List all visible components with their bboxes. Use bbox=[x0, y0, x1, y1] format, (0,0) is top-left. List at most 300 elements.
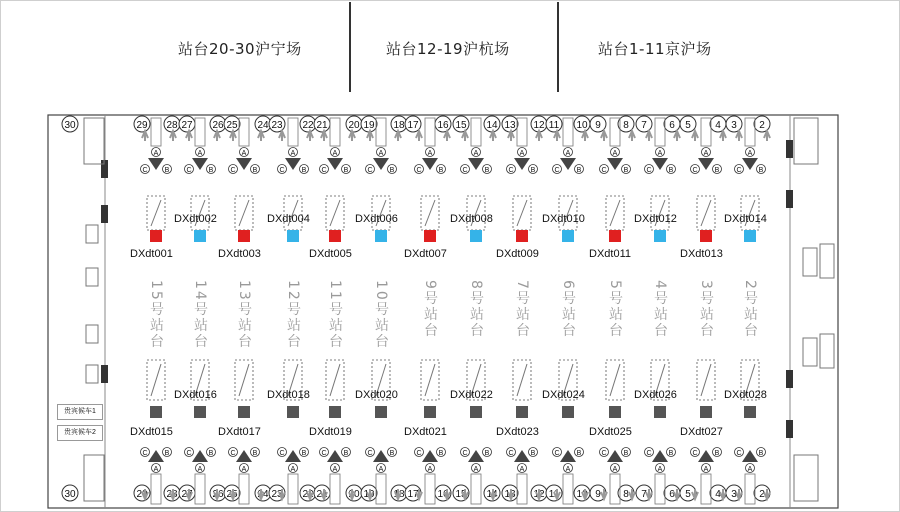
gate-number-label: 27 bbox=[181, 489, 193, 500]
stair-bottom bbox=[745, 474, 755, 504]
gate-number-label: 2 bbox=[759, 489, 765, 500]
stair-bottom bbox=[151, 474, 161, 504]
side-door bbox=[101, 205, 108, 223]
stair-top bbox=[655, 118, 665, 146]
screen-id-label: DXdt026 bbox=[634, 389, 677, 401]
stair-top bbox=[563, 118, 573, 146]
screen-id-label: DXdt011 bbox=[589, 248, 631, 260]
screen-marker-bottom bbox=[470, 406, 482, 418]
screen-id-label: DXdt022 bbox=[450, 389, 493, 401]
gate-number-label: 11 bbox=[548, 120, 560, 131]
stair-bottom bbox=[701, 474, 711, 504]
marker-b-label: B bbox=[343, 450, 349, 457]
gate-number-label: 16 bbox=[437, 489, 449, 500]
gate-number-label: 3 bbox=[731, 120, 737, 131]
up-arrow bbox=[170, 131, 176, 141]
escalator-rail bbox=[239, 200, 249, 226]
marker-c-label: C bbox=[646, 167, 652, 174]
stair-top bbox=[195, 118, 205, 146]
marker-c-label: C bbox=[508, 167, 514, 174]
gate-number-label: 15 bbox=[455, 120, 467, 131]
marker-a-label: A bbox=[657, 466, 663, 473]
marker-triangle bbox=[652, 158, 668, 170]
marker-c-label: C bbox=[554, 167, 560, 174]
marker-c-label: C bbox=[230, 450, 236, 457]
escalator-rail bbox=[517, 200, 527, 226]
stair-bottom bbox=[330, 474, 340, 504]
marker-c-label: C bbox=[142, 167, 148, 174]
marker-triangle bbox=[468, 158, 484, 170]
screen-id-label: DXdt028 bbox=[724, 389, 767, 401]
marker-b-label: B bbox=[438, 167, 444, 174]
screen-marker-top bbox=[329, 230, 341, 242]
marker-b-label: B bbox=[530, 450, 536, 457]
screen-id-label: DXdt007 bbox=[404, 248, 447, 260]
marker-a-label: A bbox=[747, 466, 753, 473]
marker-c-label: C bbox=[367, 450, 373, 457]
marker-a-label: A bbox=[153, 150, 159, 157]
marker-c-label: C bbox=[601, 450, 607, 457]
screen-id-label: DXdt019 bbox=[309, 426, 352, 438]
screen-id-label: DXdt012 bbox=[634, 213, 677, 225]
marker-a-label: A bbox=[565, 466, 571, 473]
marker-c-label: C bbox=[554, 450, 560, 457]
up-arrow bbox=[582, 131, 588, 141]
screen-marker-bottom bbox=[700, 406, 712, 418]
escalator-rail bbox=[151, 364, 161, 396]
screen-marker-top bbox=[516, 230, 528, 242]
up-arrow bbox=[508, 131, 514, 141]
marker-c-label: C bbox=[462, 450, 468, 457]
gate-number-label: 24 bbox=[257, 120, 269, 131]
gate-number-label: 19 bbox=[363, 489, 375, 500]
gate-number-label: 25 bbox=[226, 120, 238, 131]
platform-label: 5号站台 bbox=[607, 280, 623, 339]
up-arrow bbox=[214, 131, 220, 141]
marker-a-label: A bbox=[427, 150, 433, 157]
gate-number-label: 5 bbox=[685, 489, 691, 500]
gate-number-label: 30 bbox=[64, 120, 76, 131]
marker-triangle bbox=[742, 450, 758, 462]
stair-bottom bbox=[239, 474, 249, 504]
escalator-rail bbox=[610, 200, 620, 226]
screen-marker-top bbox=[744, 230, 756, 242]
screen-marker-bottom bbox=[516, 406, 528, 418]
stair-bottom bbox=[517, 474, 527, 504]
gate-number-label: 19 bbox=[363, 120, 375, 131]
marker-c-label: C bbox=[508, 450, 514, 457]
up-arrow bbox=[142, 131, 148, 141]
gate-number-label: 25 bbox=[226, 489, 238, 500]
up-arrow bbox=[646, 131, 652, 141]
marker-a-label: A bbox=[197, 466, 203, 473]
screen-id-label: DXdt013 bbox=[680, 248, 723, 260]
gate-number-label: 21 bbox=[316, 489, 328, 500]
marker-a-label: A bbox=[473, 150, 479, 157]
marker-a-label: A bbox=[241, 150, 247, 157]
zone-label-jinghu: 站台1-11京沪场 bbox=[598, 40, 712, 58]
gate-number-label: 6 bbox=[669, 120, 675, 131]
marker-c-label: C bbox=[462, 167, 468, 174]
stair-top bbox=[517, 118, 527, 146]
marker-a-label: A bbox=[332, 150, 338, 157]
screen-marker-bottom bbox=[194, 406, 206, 418]
marker-c-label: C bbox=[692, 167, 698, 174]
vip-room-1: 贵宾候车1 bbox=[57, 404, 103, 420]
marker-triangle bbox=[148, 450, 164, 462]
marker-b-label: B bbox=[530, 167, 536, 174]
marker-triangle bbox=[236, 158, 252, 170]
platform-label: 14号站台 bbox=[192, 280, 208, 350]
screen-marker-bottom bbox=[744, 406, 756, 418]
escalator-rail bbox=[610, 364, 620, 396]
screen-marker-bottom bbox=[150, 406, 162, 418]
marker-c-label: C bbox=[279, 450, 285, 457]
platform-label: 4号站台 bbox=[652, 280, 668, 339]
marker-c-label: C bbox=[186, 450, 192, 457]
marker-b-label: B bbox=[623, 167, 629, 174]
marker-triangle bbox=[698, 450, 714, 462]
gate-number-label: 8 bbox=[623, 120, 629, 131]
marker-a-label: A bbox=[378, 150, 384, 157]
gate-number-label: 12 bbox=[533, 489, 545, 500]
up-arrow bbox=[349, 131, 355, 141]
screen-marker-top bbox=[375, 230, 387, 242]
marker-triangle bbox=[742, 158, 758, 170]
stair-bottom bbox=[471, 474, 481, 504]
marker-triangle bbox=[285, 450, 301, 462]
marker-c-label: C bbox=[230, 167, 236, 174]
marker-triangle bbox=[422, 158, 438, 170]
screen-marker-bottom bbox=[287, 406, 299, 418]
screen-marker-top bbox=[654, 230, 666, 242]
screen-marker-top bbox=[150, 230, 162, 242]
marker-triangle bbox=[192, 158, 208, 170]
gate-number-label: 18 bbox=[393, 489, 405, 500]
marker-a-label: A bbox=[703, 466, 709, 473]
escalator-rail bbox=[517, 364, 527, 396]
platform-label: 3号站台 bbox=[698, 280, 714, 339]
marker-triangle bbox=[514, 450, 530, 462]
screen-marker-top bbox=[424, 230, 436, 242]
stair-top bbox=[239, 118, 249, 146]
up-arrow bbox=[692, 131, 698, 141]
marker-c-label: C bbox=[601, 167, 607, 174]
marker-a-label: A bbox=[332, 466, 338, 473]
gate-number-label: 23 bbox=[271, 120, 283, 131]
escalator-rail bbox=[239, 364, 249, 396]
gate-number-label: 11 bbox=[548, 489, 560, 500]
gate-number-label: 2 bbox=[759, 120, 765, 131]
screen-marker-bottom bbox=[562, 406, 574, 418]
screen-id-label: DXdt001 bbox=[130, 248, 173, 260]
marker-triangle bbox=[514, 158, 530, 170]
gate-number-label: 30 bbox=[64, 489, 76, 500]
marker-triangle bbox=[560, 450, 576, 462]
gate-number-label: 26 bbox=[212, 120, 224, 131]
stair-top bbox=[151, 118, 161, 146]
marker-triangle bbox=[468, 450, 484, 462]
marker-b-label: B bbox=[668, 450, 674, 457]
up-arrow bbox=[186, 131, 192, 141]
side-door bbox=[786, 190, 793, 208]
marker-b-label: B bbox=[758, 450, 764, 457]
escalator-rail bbox=[330, 364, 340, 396]
marker-b-label: B bbox=[389, 167, 395, 174]
gate-number-label: 6 bbox=[669, 489, 675, 500]
marker-c-label: C bbox=[736, 450, 742, 457]
stair-top bbox=[471, 118, 481, 146]
screen-id-label: DXdt025 bbox=[589, 426, 632, 438]
screen-id-label: DXdt006 bbox=[355, 213, 398, 225]
marker-triangle bbox=[327, 158, 343, 170]
marker-b-label: B bbox=[389, 450, 395, 457]
gate-number-label: 4 bbox=[715, 489, 721, 500]
gate-number-label: 13 bbox=[504, 120, 516, 131]
side-door bbox=[786, 140, 793, 158]
marker-triangle bbox=[607, 158, 623, 170]
up-arrow bbox=[720, 131, 726, 141]
gate-number-label: 4 bbox=[715, 120, 721, 131]
marker-a-label: A bbox=[427, 466, 433, 473]
marker-triangle bbox=[560, 158, 576, 170]
marker-b-label: B bbox=[623, 450, 629, 457]
marker-b-label: B bbox=[164, 167, 170, 174]
vip-room-2: 贵宾候车2 bbox=[57, 425, 103, 441]
marker-triangle bbox=[148, 158, 164, 170]
marker-c-label: C bbox=[416, 450, 422, 457]
screen-id-label: DXdt002 bbox=[174, 213, 217, 225]
marker-c-label: C bbox=[646, 450, 652, 457]
side-door bbox=[786, 420, 793, 438]
marker-triangle bbox=[607, 450, 623, 462]
marker-a-label: A bbox=[290, 150, 296, 157]
platform-label: 2号站台 bbox=[742, 280, 758, 339]
screen-id-label: DXdt027 bbox=[680, 426, 723, 438]
marker-c-label: C bbox=[321, 450, 327, 457]
screen-id-label: DXdt008 bbox=[450, 213, 493, 225]
stair-top bbox=[288, 118, 298, 146]
gate-number-label: 23 bbox=[271, 489, 283, 500]
up-arrow bbox=[367, 131, 373, 141]
screen-marker-top bbox=[287, 230, 299, 242]
gate-number-label: 22 bbox=[302, 489, 314, 500]
gate-number-label: 17 bbox=[407, 120, 419, 131]
platform-label: 7号站台 bbox=[514, 280, 530, 339]
marker-c-label: C bbox=[142, 450, 148, 457]
platform-label: 10号站台 bbox=[373, 280, 389, 350]
marker-a-label: A bbox=[612, 150, 618, 157]
marker-a-label: A bbox=[197, 150, 203, 157]
platform-label: 9号站台 bbox=[422, 280, 438, 339]
gate-number-label: 5 bbox=[685, 120, 691, 131]
screen-id-label: DXdt020 bbox=[355, 389, 398, 401]
screen-marker-bottom bbox=[424, 406, 436, 418]
stair-bottom bbox=[655, 474, 665, 504]
marker-triangle bbox=[422, 450, 438, 462]
stair-bottom bbox=[195, 474, 205, 504]
stair-bottom bbox=[425, 474, 435, 504]
stair-top bbox=[425, 118, 435, 146]
gate-number-label: 18 bbox=[393, 120, 405, 131]
screen-marker-bottom bbox=[609, 406, 621, 418]
platform-label: 6号站台 bbox=[560, 280, 576, 339]
gate-number-label: 27 bbox=[181, 120, 193, 131]
up-arrow bbox=[554, 131, 560, 141]
gate-number-label: 26 bbox=[212, 489, 224, 500]
screen-id-label: DXdt016 bbox=[174, 389, 217, 401]
marker-b-label: B bbox=[438, 450, 444, 457]
screen-id-label: DXdt021 bbox=[404, 426, 447, 438]
screen-marker-bottom bbox=[329, 406, 341, 418]
screen-id-label: DXdt005 bbox=[309, 248, 352, 260]
escalator-rail bbox=[330, 200, 340, 226]
screen-id-label: DXdt015 bbox=[130, 426, 173, 438]
up-arrow bbox=[279, 131, 285, 141]
marker-b-label: B bbox=[576, 450, 582, 457]
stair-top bbox=[745, 118, 755, 146]
escalator-rail bbox=[425, 364, 435, 396]
marker-c-label: C bbox=[416, 167, 422, 174]
side-door bbox=[101, 365, 108, 383]
gate-number-label: 10 bbox=[576, 120, 588, 131]
platform-label: 15号站台 bbox=[148, 280, 164, 350]
marker-a-label: A bbox=[153, 466, 159, 473]
screen-id-label: DXdt004 bbox=[267, 213, 310, 225]
up-arrow bbox=[736, 131, 742, 141]
platform-label: 11号站台 bbox=[327, 280, 343, 350]
gate-number-label: 14 bbox=[486, 489, 498, 500]
screen-marker-bottom bbox=[654, 406, 666, 418]
up-arrow bbox=[321, 131, 327, 141]
screen-marker-top bbox=[609, 230, 621, 242]
up-arrow bbox=[462, 131, 468, 141]
screen-id-label: DXdt003 bbox=[218, 248, 261, 260]
marker-b-label: B bbox=[164, 450, 170, 457]
gate-number-label: 21 bbox=[316, 120, 328, 131]
up-arrow bbox=[307, 131, 313, 141]
screen-id-label: DXdt017 bbox=[218, 426, 261, 438]
screen-marker-top bbox=[562, 230, 574, 242]
gate-number-label: 7 bbox=[641, 489, 647, 500]
up-arrow bbox=[395, 131, 401, 141]
screen-id-label: DXdt024 bbox=[542, 389, 585, 401]
escalator-rail bbox=[425, 200, 435, 226]
up-arrow bbox=[444, 131, 450, 141]
marker-triangle bbox=[327, 450, 343, 462]
gate-number-label: 22 bbox=[302, 120, 314, 131]
marker-triangle bbox=[192, 450, 208, 462]
zone-label-huning: 站台20-30沪宁场 bbox=[178, 40, 302, 58]
marker-b-label: B bbox=[714, 167, 720, 174]
marker-a-label: A bbox=[657, 150, 663, 157]
gate-number-label: 7 bbox=[641, 120, 647, 131]
stair-bottom bbox=[288, 474, 298, 504]
marker-c-label: C bbox=[367, 167, 373, 174]
marker-b-label: B bbox=[301, 167, 307, 174]
screen-marker-bottom bbox=[375, 406, 387, 418]
gate-number-label: 28 bbox=[166, 489, 178, 500]
marker-a-label: A bbox=[473, 466, 479, 473]
marker-c-label: C bbox=[186, 167, 192, 174]
screen-marker-bottom bbox=[238, 406, 250, 418]
stair-top bbox=[330, 118, 340, 146]
stair-top bbox=[376, 118, 386, 146]
marker-b-label: B bbox=[668, 167, 674, 174]
gate-number-label: 24 bbox=[257, 489, 269, 500]
stair-top bbox=[701, 118, 711, 146]
marker-a-label: A bbox=[241, 466, 247, 473]
marker-b-label: B bbox=[301, 450, 307, 457]
marker-triangle bbox=[698, 158, 714, 170]
marker-a-label: A bbox=[519, 466, 525, 473]
side-door bbox=[786, 370, 793, 388]
up-arrow bbox=[536, 131, 542, 141]
marker-triangle bbox=[652, 450, 668, 462]
gate-number-label: 29 bbox=[136, 120, 148, 131]
marker-b-label: B bbox=[252, 450, 258, 457]
screen-marker-top bbox=[470, 230, 482, 242]
marker-triangle bbox=[373, 450, 389, 462]
marker-b-label: B bbox=[714, 450, 720, 457]
screen-id-label: DXdt018 bbox=[267, 389, 310, 401]
platform-label: 13号站台 bbox=[236, 280, 252, 350]
marker-b-label: B bbox=[343, 167, 349, 174]
gate-number-label: 3 bbox=[731, 489, 737, 500]
screen-id-label: DXdt010 bbox=[542, 213, 585, 225]
marker-b-label: B bbox=[252, 167, 258, 174]
screen-marker-top bbox=[238, 230, 250, 242]
gate-number-label: 15 bbox=[455, 489, 467, 500]
screen-marker-top bbox=[700, 230, 712, 242]
up-arrow bbox=[629, 131, 635, 141]
gate-number-label: 9 bbox=[595, 120, 601, 131]
marker-a-label: A bbox=[612, 466, 618, 473]
platform-label: 12号站台 bbox=[285, 280, 301, 350]
up-arrow bbox=[258, 131, 264, 141]
marker-c-label: C bbox=[279, 167, 285, 174]
up-arrow bbox=[601, 131, 607, 141]
gate-number-label: 8 bbox=[623, 489, 629, 500]
up-arrow bbox=[490, 131, 496, 141]
marker-b-label: B bbox=[484, 450, 490, 457]
marker-c-label: C bbox=[736, 167, 742, 174]
gate-number-label: 9 bbox=[595, 489, 601, 500]
gate-number-label: 12 bbox=[533, 120, 545, 131]
gate-number-label: 28 bbox=[166, 120, 178, 131]
marker-c-label: C bbox=[321, 167, 327, 174]
up-arrow bbox=[674, 131, 680, 141]
escalator-rail bbox=[701, 200, 711, 226]
marker-a-label: A bbox=[290, 466, 296, 473]
marker-a-label: A bbox=[703, 150, 709, 157]
marker-a-label: A bbox=[378, 466, 384, 473]
marker-triangle bbox=[285, 158, 301, 170]
screen-marker-top bbox=[194, 230, 206, 242]
screen-id-label: DXdt009 bbox=[496, 248, 539, 260]
screen-id-label: DXdt014 bbox=[724, 213, 767, 225]
marker-triangle bbox=[373, 158, 389, 170]
marker-b-label: B bbox=[758, 167, 764, 174]
escalator-rail bbox=[701, 364, 711, 396]
marker-triangle bbox=[236, 450, 252, 462]
up-arrow bbox=[416, 131, 422, 141]
zone-label-huhang: 站台12-19沪杭场 bbox=[386, 40, 510, 58]
marker-b-label: B bbox=[208, 167, 214, 174]
gate-number-label: 20 bbox=[348, 120, 360, 131]
stair-bottom bbox=[563, 474, 573, 504]
marker-a-label: A bbox=[519, 150, 525, 157]
